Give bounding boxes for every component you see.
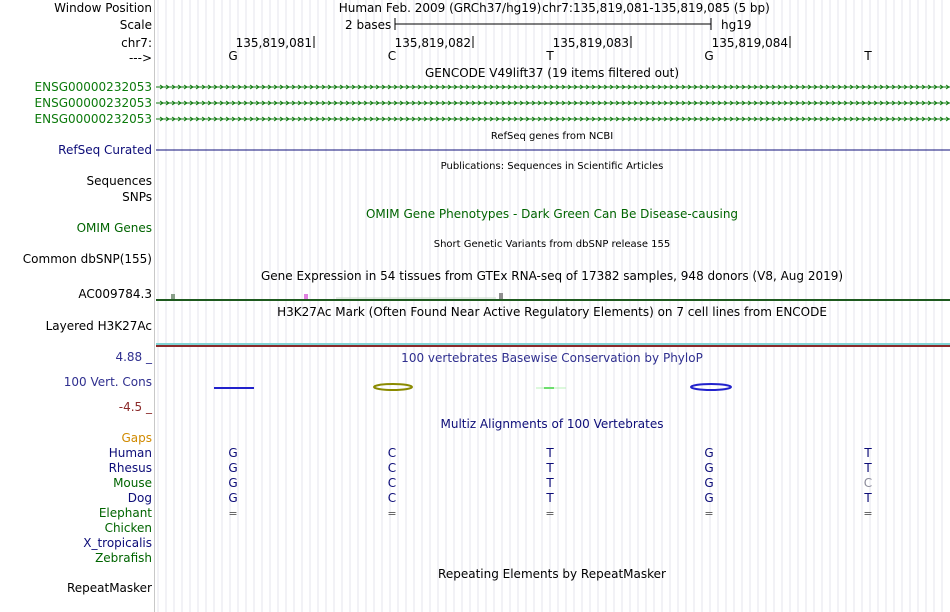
strand-arrow-label[interactable]: ---> — [128, 51, 152, 65]
gencode-label-2[interactable]: ENSG00000232053 — [34, 96, 152, 110]
repeatmasker-label[interactable]: RepeatMasker — [66, 581, 152, 595]
multiz-title[interactable]: Multiz Alignments of 100 Vertebrates — [440, 417, 664, 431]
dog-base-2: C — [387, 491, 397, 505]
dbsnp-title[interactable]: Short Genetic Variants from dbSNP release 155 — [433, 239, 671, 250]
human-base-1: G — [228, 446, 238, 460]
dog-base-1: G — [228, 491, 238, 505]
gencode-label-3[interactable]: ENSG00000232053 — [34, 112, 152, 126]
human-base-5: T — [864, 446, 872, 460]
omim-title[interactable]: OMIM Gene Phenotypes - Dark Green Can Be Disease-causing — [365, 207, 739, 221]
mouse-base-2: C — [387, 476, 397, 490]
scale-db: hg19 — [721, 18, 752, 32]
base-2: C — [387, 49, 397, 63]
conservation-label[interactable]: 100 Vert. Cons — [63, 375, 152, 389]
dog-base-3: T — [546, 491, 554, 505]
dog-base-4: G — [704, 491, 714, 505]
elephant-base-4: = — [704, 507, 714, 520]
scale-text: 2 bases — [345, 18, 392, 32]
snps-label[interactable]: SNPs — [122, 190, 152, 204]
refseq-title[interactable]: RefSeq genes from NCBI — [490, 131, 614, 142]
human-base-3: T — [546, 446, 554, 460]
h3k27ac-title[interactable]: H3K27Ac Mark (Often Found Near Active Regulatory Elements) on 7 cell lines from ENCODE — [277, 305, 827, 319]
track-image[interactable] — [156, 0, 950, 612]
rhesus-base-1: G — [228, 461, 238, 475]
publications-title[interactable]: Publications: Sequences in Scientific Articles — [440, 161, 664, 172]
track-labels — [0, 0, 154, 612]
dog-base-5: T — [864, 491, 872, 505]
elephant-base-1: = — [228, 507, 238, 520]
scale-bar — [395, 18, 711, 30]
gtex-title[interactable]: Gene Expression in 54 tissues from GTEx RNA-seq of 17382 samples, 948 donors (V8, Aug 2019) — [260, 269, 844, 283]
base-4: G — [704, 49, 714, 63]
h3k27ac-signal — [156, 343, 950, 347]
rhesus-base-3: T — [546, 461, 554, 475]
repeatmasker-title[interactable]: Repeating Elements by RepeatMasker — [438, 567, 666, 581]
species-chicken-label: Chicken — [104, 521, 152, 535]
conservation-max-label: 4.88 _ — [115, 350, 152, 364]
gencode-label-1[interactable]: ENSG00000232053 — [34, 80, 152, 94]
layered-h3k27ac-label[interactable]: Layered H3K27Ac — [45, 319, 152, 333]
coord-4: 135,819,084 — [711, 36, 788, 50]
rhesus-base-4: G — [704, 461, 714, 475]
phylop-conservation — [214, 384, 731, 390]
window-position-label: Window Position — [54, 1, 152, 15]
phylop-title[interactable]: 100 vertebrates Basewise Conservation by PhyloP — [401, 351, 703, 365]
gtex-expression — [156, 293, 950, 300]
mouse-base-3: T — [546, 476, 554, 490]
species-elephant-label: Elephant — [98, 506, 152, 520]
conservation-min-label: -4.5 _ — [118, 400, 152, 414]
gaps-label: Gaps — [121, 431, 152, 445]
base-5: T — [864, 49, 872, 63]
coord-3: 135,819,083 — [552, 36, 629, 50]
rhesus-base-5: T — [864, 461, 872, 475]
species-dog-label: Dog — [127, 491, 152, 505]
rhesus-base-2: C — [387, 461, 397, 475]
mouse-base-4: G — [704, 476, 714, 490]
mouse-base-5: C — [863, 476, 873, 490]
human-base-4: G — [704, 446, 714, 460]
species-human-label: Human — [108, 446, 152, 460]
elephant-base-2: = — [387, 507, 397, 520]
species-mouse-label: Mouse — [113, 476, 152, 490]
elephant-base-5: = — [863, 507, 873, 520]
refseq-curated-label[interactable]: RefSeq Curated — [58, 143, 152, 157]
mouse-base-1: G — [228, 476, 238, 490]
scale-label: Scale — [119, 18, 152, 32]
chr-label: chr7: — [121, 36, 152, 50]
species-zebrafish-label: Zebrafish — [95, 551, 152, 565]
human-base-2: C — [387, 446, 397, 460]
coord-2: 135,819,082 — [394, 36, 471, 50]
species-x-tropicalis-label: X_tropicalis — [83, 536, 152, 550]
assembly-name: Human Feb. 2009 (GRCh37/hg19) — [338, 1, 542, 15]
label-divider — [154, 0, 155, 612]
common-dbsnp-label[interactable]: Common dbSNP(155) — [22, 252, 152, 266]
species-rhesus-label: Rhesus — [108, 461, 152, 475]
gencode-title[interactable]: GENCODE V49lift37 (19 items filtered out) — [424, 66, 680, 80]
omim-genes-label[interactable]: OMIM Genes — [76, 221, 152, 235]
sequences-label[interactable]: Sequences — [86, 174, 152, 188]
base-1: G — [228, 49, 238, 63]
elephant-base-3: = — [545, 507, 555, 520]
gtex-gene-label[interactable]: AC009784.3 — [78, 287, 152, 301]
coord-1: 135,819,081 — [235, 36, 312, 50]
base-3: T — [546, 49, 554, 63]
window-coordinates: chr7:135,819,081-135,819,085 (5 bp) — [542, 1, 770, 15]
